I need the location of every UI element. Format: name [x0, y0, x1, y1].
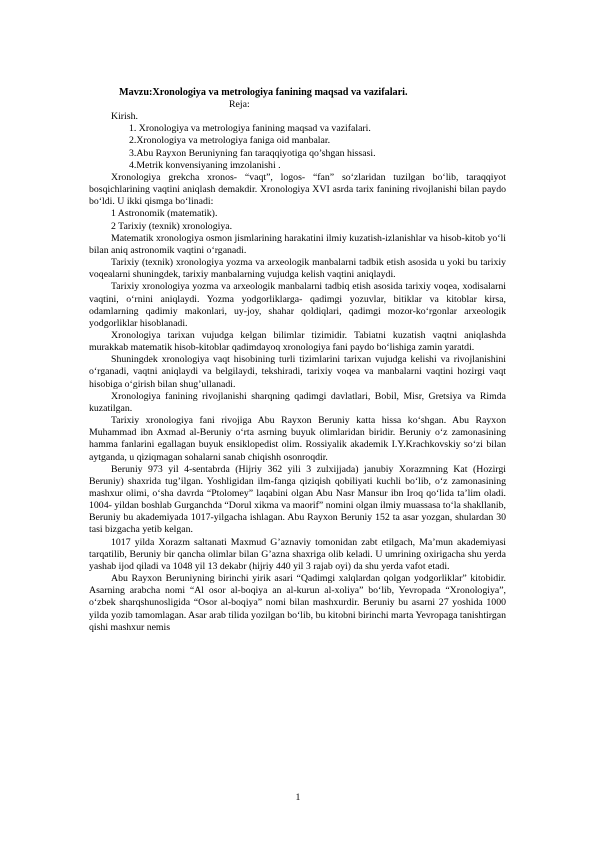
intro-label: Kirish. [111, 111, 138, 123]
list-item: 2 Tarixiy (texnik) xronologiya. [111, 220, 233, 232]
paragraph: Xronologiya grekcha xronos- “vaqt”, logos- “fan” so‘zlaridan tuzilgan bo‘lib, taraqqiyot bosqichlarining vaqtini aniqlash demakdir. Xronologiya XVI asrda tarix fanining rivojlanishi bilan paydo bo‘ldi. U ikki qismga bo‘linadi: [89, 171, 506, 208]
list-item: 1 Astronomik (matematik). [111, 208, 218, 220]
plan-item: 2.Xronologiya va metrologiya faniga oid manbalar. [129, 135, 331, 147]
plan-item: 1. Xronologiya va metrologiya fanining maqsad va vazifalari. [129, 123, 371, 135]
paragraph: Xronologiya tarixan vujudga kelgan bilimlar tizimidir. Tabiatni kuzatish vaqtni aniqlashda murakkab matematik hisob-kitoblar qadimdayoq xronologiya fani paydo bo‘lishiga zamin yaratdi. [89, 329, 506, 354]
plan-heading: Reja: [229, 99, 250, 110]
paragraph: Beruniy 973 yil 4-sentabrda (Hijriy 362 yili 3 zulxijjada) janubiy Xorazmning Kat (Hozirgi Beruniy) shaxrida tug’ilgan. Yoshligidan ilm-fanga qiziqish qobiliyati kuchli bo‘lib, o‘z zamonasining mashxur olimi, o‘sha davrda “Ptolomey” laqabini olgan Abu Nasr Mansur ibn Iroq qo‘lida ta’lim oladi. 1004- yildan boshlab Gurganchda “Dorul xikma va maorif” nomini olgan ilmiy muassasa to‘la shakllanib, Beruniy bu akademiyada 1017-yilgacha ishlagan. Abu Rayxon Beruniy 152 ta asar yozgan, shulardan 30 tasi bizgacha yetib kelgan. [89, 463, 506, 536]
paragraph: Tarixiy (texnik) xronologiya yozma va arxeologik manbalarni tadbik etish asosida u yoki bu tarixiy voqealarni shuningdek, tarixiy manbalarning vujudga kelish vaqtini aniqlaydi. [89, 257, 506, 281]
paragraph: Shuningdek xronologiya vaqt hisobining turli tizimlarini tarixan vujudga kelishi va rivojlanishini o‘rganadi, vaqtni aniqlaydi va belgilaydi, tekshiradi, tarixiy voqea va manbalarni vaqtini hozirgi vaqt hisobiga o‘girish bilan shug’ullanadi. [89, 354, 506, 390]
plan-item: 3.Abu Rayxon Beruniyning fan taraqqiyotiga qo’shgan hissasi. [129, 147, 376, 159]
paragraph: Matematik xronologiya osmon jismlarining harakatini ilmiy kuzatish-izlanishlar va hisob-kitob yo‘li bilan aniq astronomik vaqtini o‘rganadi. [89, 232, 506, 256]
plan-list [89, 123, 506, 172]
paragraph: Abu Rayxon Beruniyning birinchi yirik asari “Qadimgi xalqlardan qolgan yodgorliklar” kitobidir. Asarning arabcha nomi “Al osor al-boqiya an al-kurun al-xoliya” bo‘lib, Yevropada “Xronologiya”, o‘zbek sharqshunosligida “Osor al-boqiya” nomi bilan mashxurdir. Beruniy bu asarni 27 yoshida 1000 yilda yozib tamomlagan. Asar arab tilida yozilgan bo‘lib, bu kitobni birinchi marta Yevropaga tanishtirgan qishi mashxur nemis [89, 573, 506, 633]
paragraph: 1017 yilda Xorazm saltanati Maxmud G’aznaviy tomonidan zabt etilgach, Ma’mun akademiyasi tarqatilib, Beruniy bir qancha olimlar bilan G’azna shaxriga olib keladi. U umrining oxirigacha shu yerda yashab ijod qiladi va 1048 yil 13 dekabr (hijriy 440 yil 3 rajab oyi) da shu yerda vafot etadi. [89, 536, 506, 572]
paragraph: Xronologiya fanining rivojlanishi sharqning qadimgi davlatlari, Bobil, Misr, Gretsiya va Rimda kuzatilgan. [89, 390, 506, 414]
document-title: Mavzu:Xronologiya va metrologiya fanining maqsad va vazifalari. [119, 87, 408, 98]
paragraph: Tarixiy xronologiya yozma va arxeologik manbalarni tadbiq etish asosida tarixiy voqea, xodisalarni vaqtini, o‘rnini aniqlaydi. Yozma yodgorliklarga- qadimgi yozuvlar, bitiklar va kitoblar kirsa, odamlarning qadimiy makonlari, uy-joy, shahar qoldiqlari, qadimgi mozor-ko‘rgonlar arxeologik yodgorliklar hisoblanadi. [89, 281, 506, 329]
plan-item: 4.Metrik konvensiyaning imzolanishi . [129, 159, 281, 171]
paragraph: Tarixiy xronologiya fani rivojiga Abu Rayxon Beruniy katta hissa ko‘shgan. Abu Rayxon Muhammad ibn Axmad al-Beruniy o‘rta asrning buyuk olimlaridan biridir. Beruniy o‘z zamonasining hamma fanlarini egallagan buyuk ensiklopedist olim. Rossiyalik akademik I.Y.Krachkovskiy so‘zi bilan aytganda, u qiziqmagan sohalarni sanab chiqishh osonroqdir. [89, 415, 506, 463]
document-page [89, 86, 506, 634]
page-number: 1 [295, 792, 301, 803]
